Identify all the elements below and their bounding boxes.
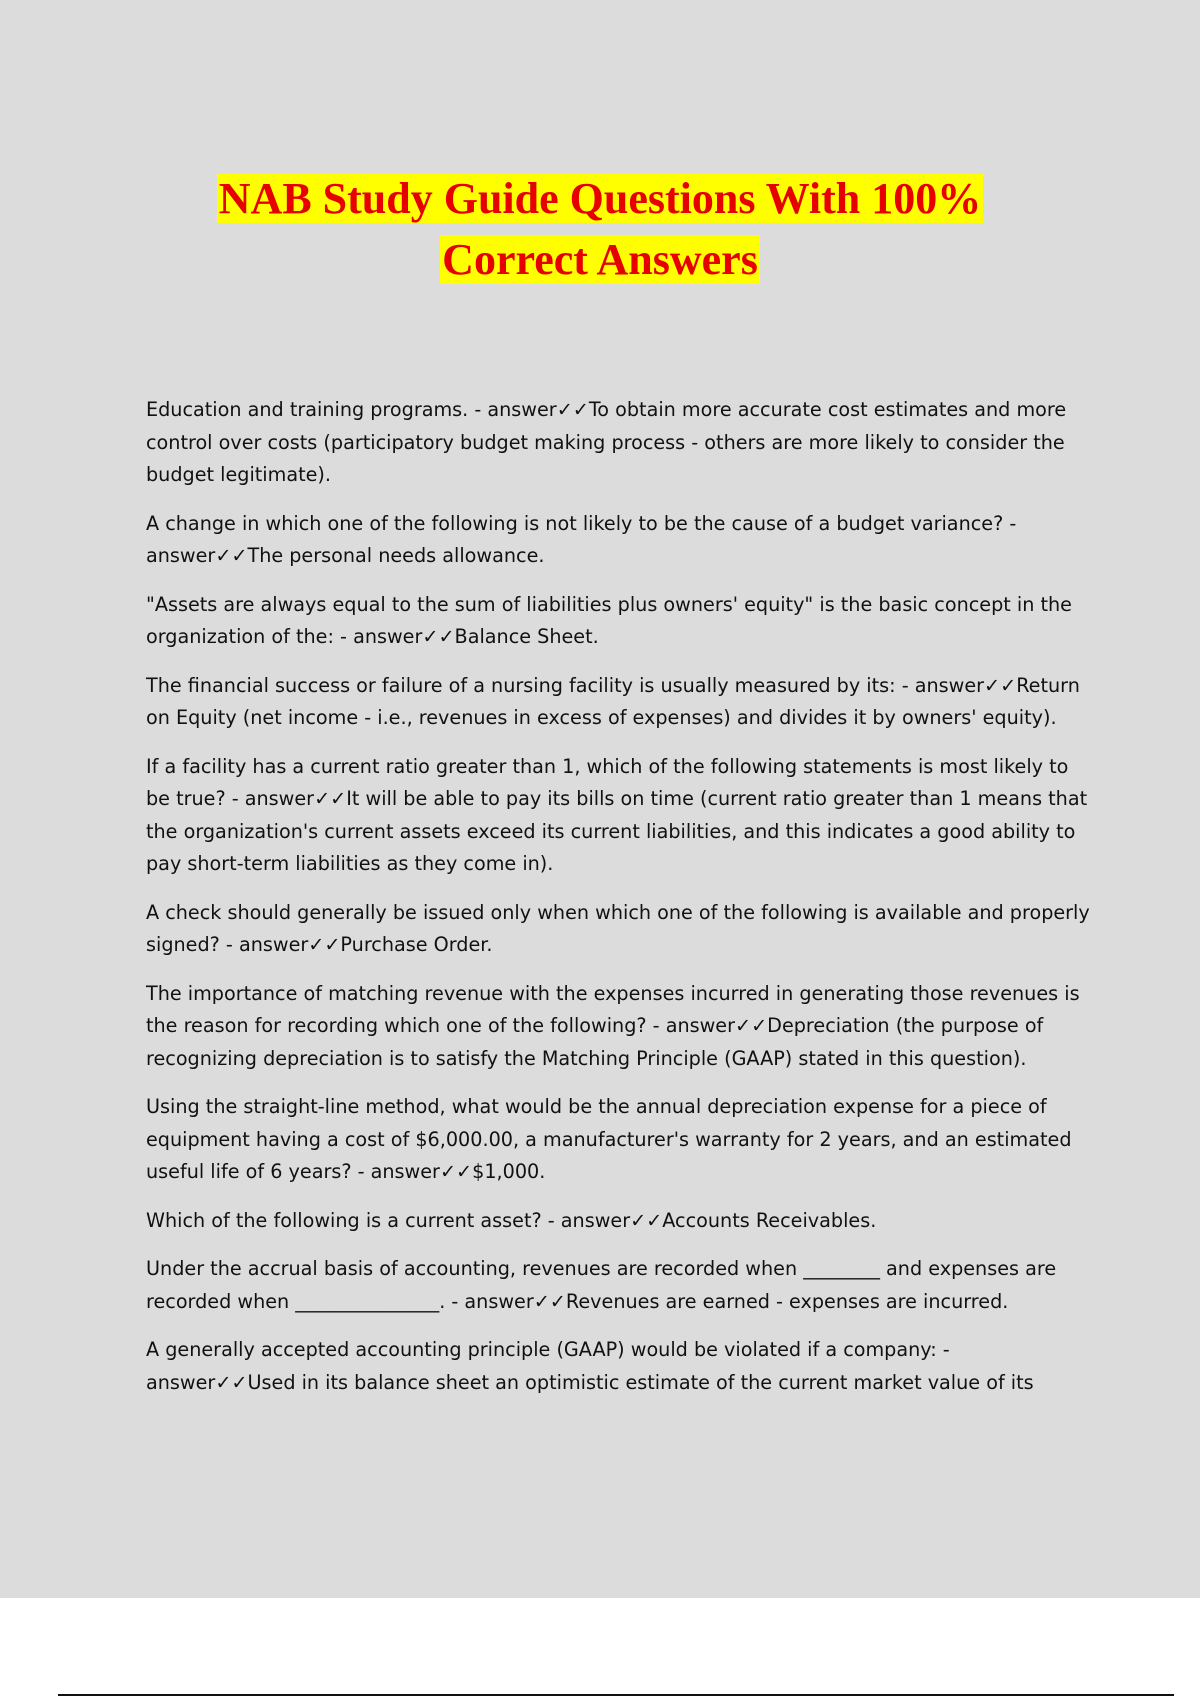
qa-item	[146, 1253, 1092, 1318]
title-line-2: Correct Answers	[442, 235, 758, 284]
answer-text: $1,000.	[472, 1160, 546, 1183]
question-text: A generally accepted accounting principle (GAAP) would be violated if a company: - answer	[146, 1338, 950, 1394]
question-text: If a facility has a current ratio greater than 1, which of the following statements is most likely to be true? - answer	[146, 754, 1069, 810]
answer-text: Depreciation (the purpose of recognizing depreciation is to satisfy the Matching Principle (GAAP) stated in this question).	[146, 1014, 1044, 1070]
checkmark-icon: ✓✓	[735, 1014, 768, 1037]
answer-text: The personal needs allowance.	[247, 544, 545, 567]
document-title	[0, 168, 1200, 290]
checkmark-icon: ✓✓	[533, 1289, 566, 1313]
qa-item	[146, 1205, 1092, 1238]
answer-text: Accounts Receivables.	[662, 1208, 877, 1232]
question-text: A change in which one of the following is not likely to be the cause of a budget variance? - answer	[146, 511, 1017, 567]
checkmark-icon: ✓✓	[439, 1160, 473, 1183]
qa-item	[146, 978, 1092, 1076]
question-text: A check should generally be issued only when which one of the following is available and properly signed? - answer	[146, 900, 1090, 956]
question-text: The importance of matching revenue with the expenses incurred in generating those revenues is the reason for recording which one of the following? - answer	[146, 981, 1080, 1037]
answer-text: Purchase Order.	[340, 933, 493, 956]
qa-item	[146, 394, 1092, 492]
qa-item	[146, 508, 1092, 573]
answer-text: To obtain more accurate cost estimates and more control over costs (participatory budget making process - others are more likely to consider the budget legitimate).	[146, 398, 1067, 486]
title-line-1: NAB Study Guide Questions With 100%	[218, 174, 982, 223]
answer-text: Balance Sheet.	[454, 625, 599, 648]
answer-text: Used in its balance sheet an optimistic estimate of the current market value of its	[247, 1370, 1034, 1394]
question-text: The financial success or failure of a nursing facility is usually measured by its: - answer	[146, 673, 985, 697]
checkmark-icon: ✓✓	[215, 544, 248, 567]
question-text: Which of the following is a current asset? - answer	[146, 1208, 631, 1232]
question-text: Under the accrual basis of accounting, revenues are recorded when ________ and expenses are recorded when _______________. - answer	[146, 1257, 1057, 1313]
checkmark-icon: ✓✓	[984, 673, 1017, 697]
qa-item	[146, 1334, 1092, 1399]
answer-text: Revenues are earned - expenses are incurred.	[565, 1289, 1009, 1313]
checkmark-icon: ✓✓	[422, 625, 455, 648]
qa-item	[146, 670, 1092, 735]
qa-item	[146, 1091, 1092, 1189]
footer-divider	[58, 1694, 1174, 1696]
checkmark-icon: ✓✓	[308, 933, 341, 956]
qa-item	[146, 589, 1092, 654]
question-text: Education and training programs. - answer	[146, 398, 557, 421]
answer-text: Return on Equity (net income - i.e., revenues in excess of expenses) and divides it by owners' equity).	[146, 673, 1080, 729]
qa-item	[146, 897, 1092, 962]
qa-item	[146, 751, 1092, 881]
question-text: "Assets are always equal to the sum of liabilities plus owners' equity" is the basic concept in the organization of the: - answer	[146, 592, 1072, 648]
checkmark-icon: ✓✓	[556, 398, 589, 421]
question-text: Using the straight-line method, what would be the annual depreciation expense for a piece of equipment having a cost of $6,000.00, a manufacturer's warranty for 2 years, and an estimated useful life of 6 years? - answer	[146, 1095, 1072, 1183]
checkmark-icon: ✓✓	[630, 1208, 663, 1232]
answer-text: It will be able to pay its bills on time (current ratio greater than 1 means that the organization's current assets exceed its current liabilities, and this indicates a good ability to pay short-term liabilities as they come in).	[146, 787, 1088, 875]
checkmark-icon: ✓✓	[314, 787, 347, 810]
checkmark-icon: ✓✓	[215, 1370, 248, 1394]
qa-list	[146, 394, 1092, 1415]
